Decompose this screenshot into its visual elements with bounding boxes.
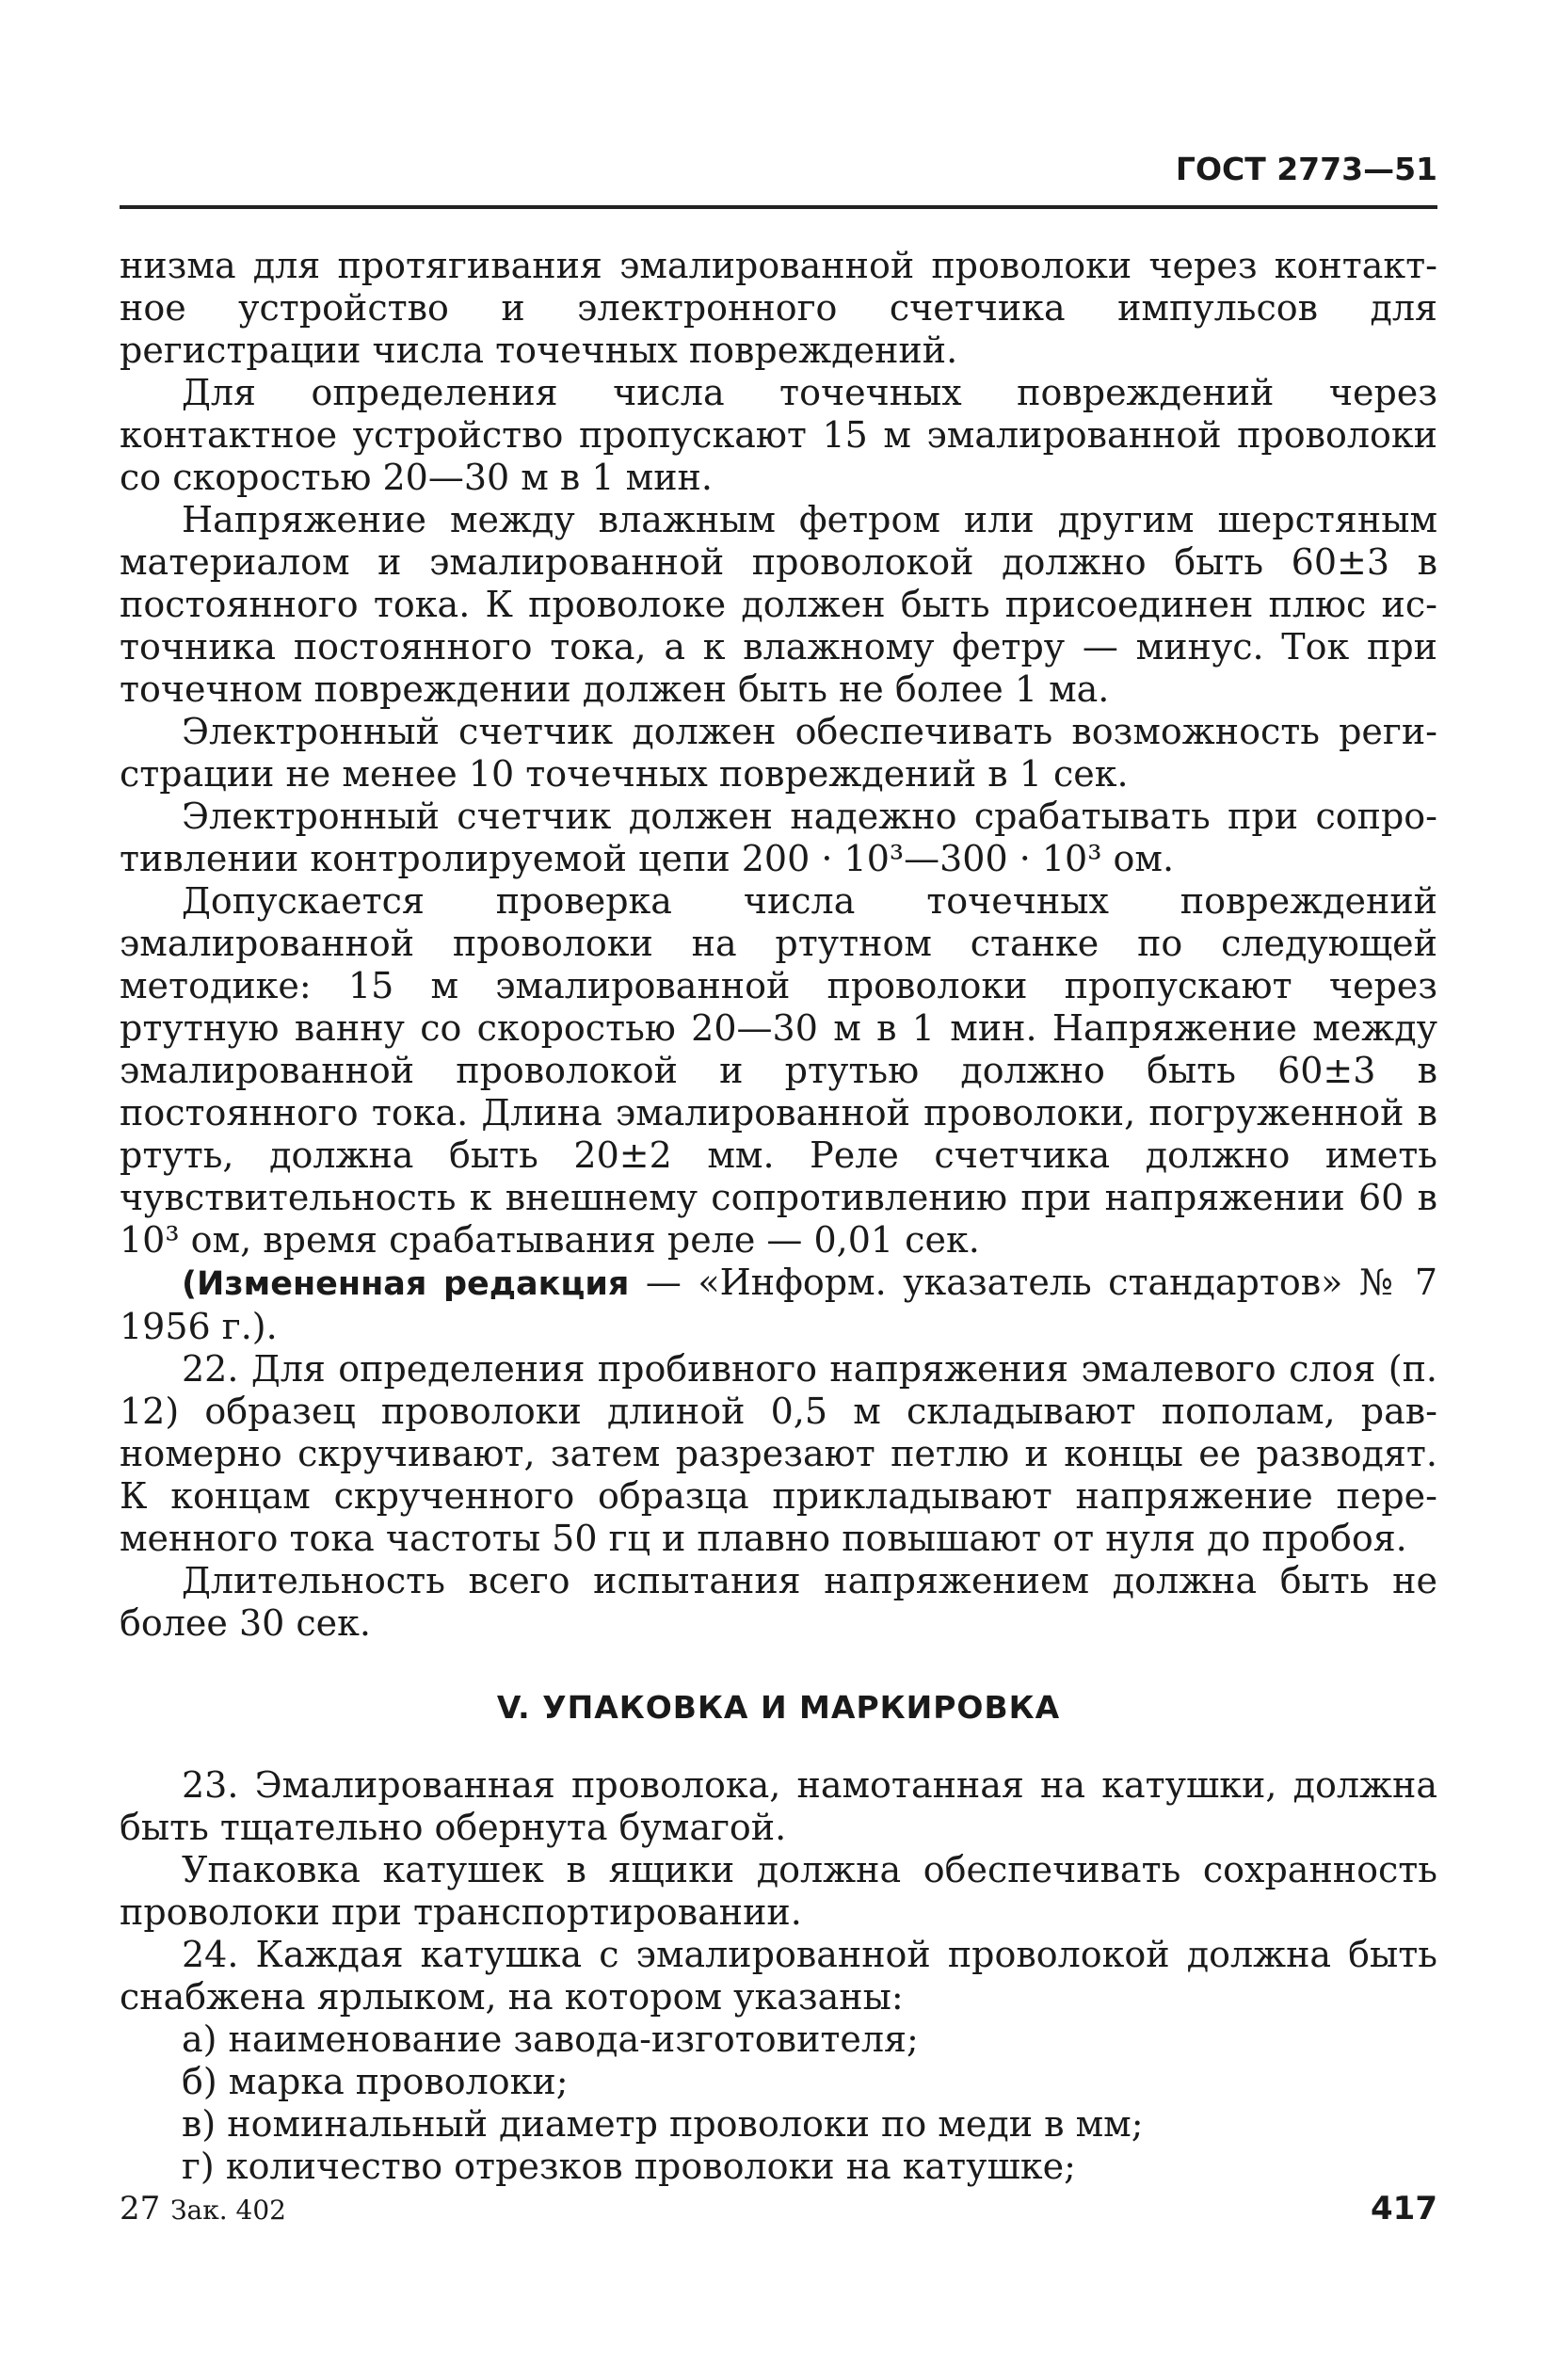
paragraph: Электронный счетчик должен обеспечивать возможность регистрации не менее 10 точечных повреждений в 1 сек.: [120, 711, 1437, 795]
paragraph: 22. Для определения пробивного напряжения эмалевого слоя (п. 12) образец проволоки длиной 0,5 м складывают пополам, равномерно скручивают, затем разрезают петлю и концы ее разводят. К концам скрученного образца прикладывают напряжение переменного тока частоты 50 гц и плавно повышают от нуля до пробоя.: [120, 1348, 1437, 1559]
paragraph: Электронный счетчик должен надежно срабатывать при сопротивлении контролируемой цепи 200 · 10³—300 · 10³ ом.: [120, 796, 1437, 879]
list-item: б) марка проволоки;: [182, 2061, 569, 2102]
order-number: Зак. 402: [170, 2195, 286, 2226]
amendment-rest: — «Информ. указатель стандартов» № 7 1956 г.).: [120, 1262, 1437, 1347]
paragraph: Напряжение между влажным фетром или другим шерстяным материалом и эмалированной проволокой должно быть 60±3 в постоянного тока. К проволоке должен быть присоединен плюс источника постоянного тока, а к влажному фетру — минус. Ток при точечном повреждении должен быть не более 1 ма.: [120, 499, 1437, 710]
paragraph: 24. Каждая катушка с эмалированной проволокой должна быть снабжена ярлыком, на котором указаны:: [120, 1934, 1437, 2018]
list-item: г) количество отрезков проволоки на катушке;: [182, 2146, 1076, 2187]
sheet-number: 27: [120, 2190, 161, 2227]
paragraph: низма для протягивания эмалированной проволоки через контактное устройство и электронного счетчика импульсов для регистрации числа точечных повреждений.: [120, 245, 1437, 371]
page-header: [120, 151, 1437, 198]
page-number: 417: [1371, 2190, 1437, 2227]
list-item: а) наименование завода-изготовителя;: [182, 2018, 919, 2060]
standard-number: ГОСТ 2773—51: [1175, 151, 1437, 187]
paragraph: 23. Эмалированная проволока, намотанная на катушки, должна быть тщательно обернута бумагой.: [120, 1764, 1437, 1848]
section-heading: V. УПАКОВКА И МАРКИРОВКА: [496, 1689, 1061, 1726]
paragraph: Допускается проверка числа точечных повреждений эмалированной проволоки на ртутном станке по следующей методике: 15 м эмалированной проволоки пропускают через ртутную ванну со скоростью 20—30 м в 1 мин. Напряжение между эмалированной проволокой и ртутью должно быть 60±3 в постоянного тока. Длина эмалированной проволоки, погруженной в ртуть, должна быть 20±2 мм. Реле счетчика должно иметь чувствительность к внешнему сопротивлению при напряжении 60 в 10³ ом, время срабатывания реле — 0,01 сек.: [120, 880, 1437, 1261]
page-footer: [120, 2190, 1437, 2237]
body-text: [120, 245, 1437, 2188]
amendment-note: [120, 1262, 1437, 1348]
paragraph: Длительность всего испытания напряжением должна быть не более 30 сек.: [120, 1560, 1437, 1644]
amendment-bold: (Измененная редакция: [182, 1265, 630, 1303]
header-rule: [120, 205, 1437, 209]
print-info: [120, 2190, 286, 2227]
list-item: в) номинальный диаметр проволоки по меди в мм;: [182, 2103, 1144, 2145]
paragraph: Упаковка катушек в ящики должна обеспечивать сохранность проволоки при транспортировании.: [120, 1849, 1437, 1933]
paragraph: Для определения числа точечных повреждений через контактное устройство пропускают 15 м эмалированной проволоки со скоростью 20—30 м в 1 мин.: [120, 372, 1437, 498]
